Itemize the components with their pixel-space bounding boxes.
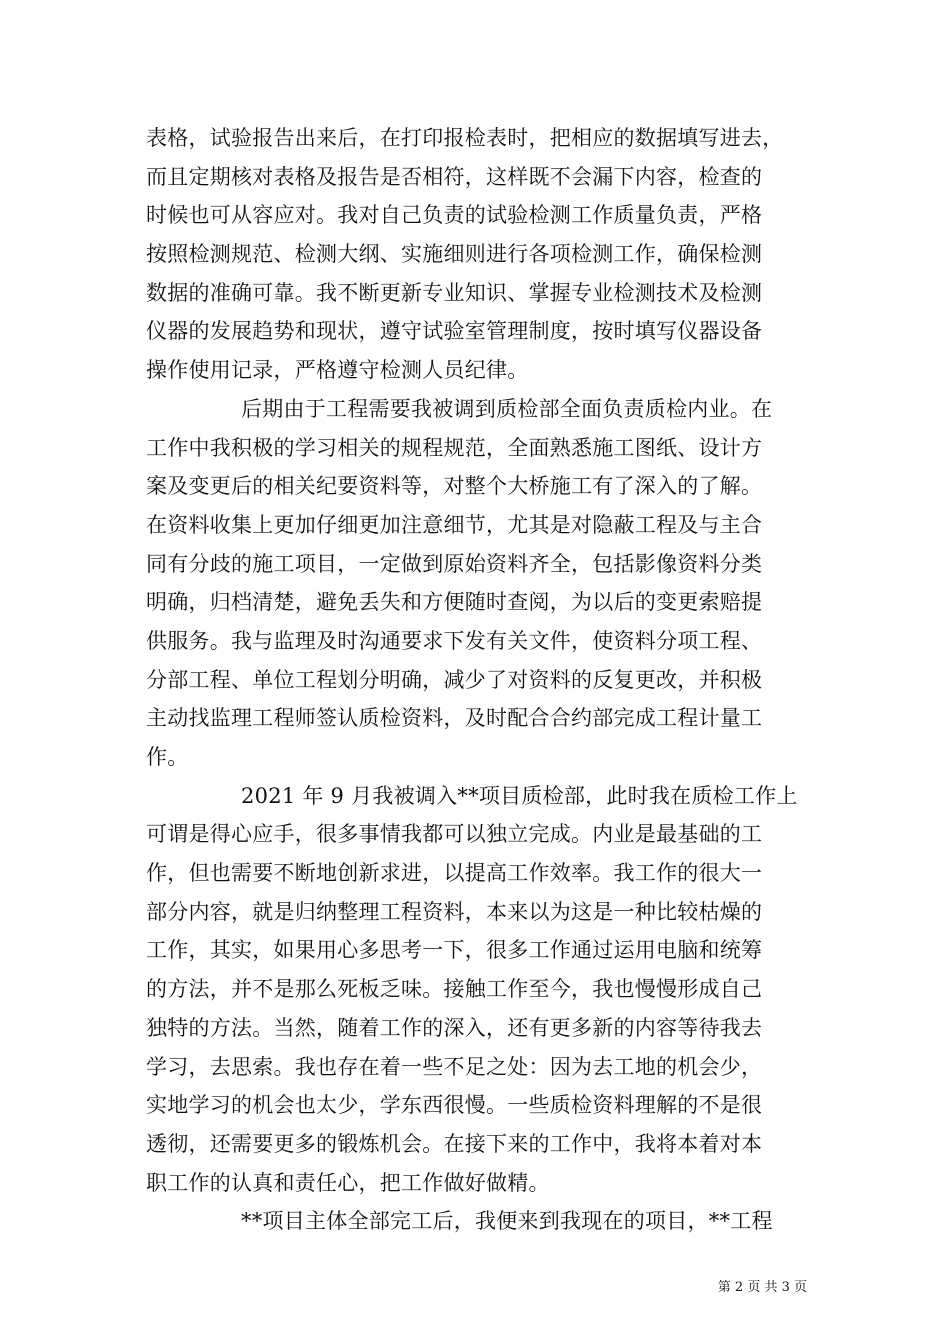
- text-line: 在资料收集上更加仔细更加注意细节，尤其是对隐蔽工程及与主合: [146, 512, 763, 537]
- text-line: 分部工程、单位工程划分明确，减少了对资料的反复更改，并积极: [146, 667, 763, 692]
- text-line: 的方法，并不是那么死板乏味。接触工作至今，我也慢慢形成自己: [146, 977, 763, 1002]
- text-line: 职工作的认真和责任心，把工作做好做精。: [146, 1170, 550, 1195]
- text-line: 工作，其实，如果用心多思考一下，很多工作通过运用电脑和统筹: [146, 938, 763, 963]
- page-number-footer: 第 2 页 共 3 页: [717, 1280, 807, 1295]
- text-line: 可谓是得心应手，很多事情我都可以独立完成。内业是最基础的工: [146, 822, 763, 847]
- text-line: 独特的方法。当然，随着工作的深入，还有更多新的内容等待我去: [146, 1015, 763, 1040]
- text-line: 实地学习的机会也太少，学东西很慢。一些质检资料理解的不是很: [146, 1093, 763, 1118]
- paragraph-start-line: 2021 年 9 月我被调入**项目质检部，此时我在质检工作上: [241, 783, 798, 808]
- paragraph-start-line: **项目主体全部完工后，我便来到我现在的项目，**工程: [241, 1209, 773, 1234]
- text-line: 而且定期核对表格及报告是否相符，这样既不会漏下内容，检查的: [146, 164, 763, 189]
- text-line: 同有分歧的施工项目，一定做到原始资料齐全，包括影像资料分类: [146, 551, 763, 576]
- text-line: 透彻，还需要更多的锻炼机会。在接下来的工作中，我将本着对本: [146, 1131, 763, 1156]
- text-line: 按照检测规范、检测大纲、实施细则进行各项检测工作，确保检测: [146, 242, 763, 267]
- text-line: 供服务。我与监理及时沟通要求下发有关文件，使资料分项工程、: [146, 628, 763, 653]
- text-line: 主动找监理工程师签认质检资料，及时配合合约部完成工程计量工: [146, 706, 763, 731]
- text-line: 明确，归档清楚，避免丢失和方便随时查阅，为以后的变更索赔提: [146, 590, 763, 615]
- text-line: 部分内容，就是归纳整理工程资料，本来以为这是一种比较枯燥的: [146, 899, 763, 924]
- text-line: 学习，去思索。我也存在着一些不足之处：因为去工地的机会少，: [146, 1054, 763, 1079]
- text-line: 案及变更后的相关纪要资料等，对整个大桥施工有了深入的了解。: [146, 474, 763, 499]
- body-text: [146, 119, 816, 1241]
- text-line: 操作使用记录，严格遵守检测人员纪律。: [146, 358, 529, 383]
- text-line: 表格，试验报告出来后，在打印报检表时，把相应的数据填写进去，: [146, 126, 784, 150]
- text-line: 作。: [146, 745, 189, 769]
- text-line: 工作中我积极的学习相关的规程规范，全面熟悉施工图纸、设计方: [146, 435, 763, 460]
- text-line: 时候也可从容应对。我对自己负责的试验检测工作质量负责，严格: [146, 203, 763, 228]
- text-line: 数据的准确可靠。我不断更新专业知识、掌握专业检测技术及检测: [146, 280, 763, 305]
- text-line: 作，但也需要不断地创新求进，以提高工作效率。我工作的很大一: [146, 861, 763, 886]
- text-line: 仪器的发展趋势和现状，遵守试验室管理制度，按时填写仪器设备: [146, 319, 763, 344]
- paragraph-start-line: 后期由于工程需要我被调到质检部全面负责质检内业。在: [241, 396, 773, 421]
